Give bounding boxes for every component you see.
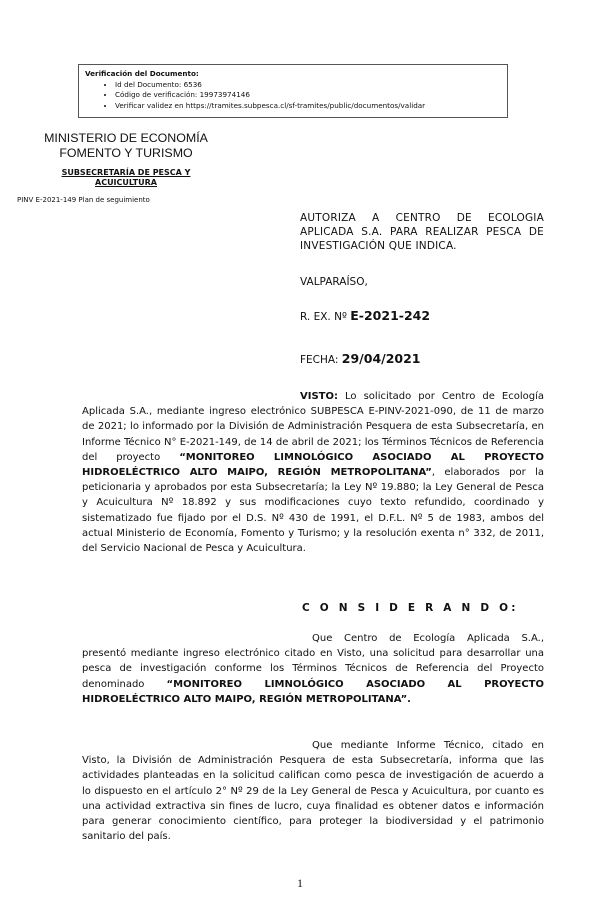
rex-label: R. EX. Nº xyxy=(300,311,347,323)
ministry-line-2: FOMENTO Y TURISMO xyxy=(59,146,193,160)
visto-text-1: Lo solicitado por Centro de Ecología Aplicada S.A., mediante ingreso electrónico SUBPESCA E-PINV-2021-090, de 11 de marzo de 2021; lo informado por la División de Administración Pesquera de esta Subsecretaría, en Informe Técnico N° E-2021-149, de 14 de abril de 2021; los Términos Técnicos de Referencia del proyecto xyxy=(82,391,544,463)
considerando-paragraph-2: Que mediante Informe Técnico, citado en Visto, la División de Administración Pesquera de esta Subsecretaría, informa que las actividades planteadas en la solicitud califican como pesca de investigación de acuerdo a lo dispuesto en el artículo 2° Nº 29 de la Ley General de Pesca y Acuicultura, por cuanto es una actividad extractiva sin fines de lucro, cuya finalidad es obtener datos e información para generar conocimiento científico, para proteger la biodiversidad y el patrimonio sanitario del país. xyxy=(82,740,544,843)
visto-project-name: “MONITOREO LIMNOLÓGICO ASOCIADO AL PROYECTO HIDROELÉCTRICO ALTO MAIPO, REGIÓN METROPOLITANA” xyxy=(82,451,544,479)
resolution-subject: AUTORIZA A CENTRO DE ECOLOGIA APLICADA S.A. PARA REALIZAR PESCA DE INVESTIGACIÓN QUE INDICA. xyxy=(300,212,544,252)
considerando-1-text: Que Centro de Ecología Aplicada S.A., presentó mediante ingreso electrónico citado en Visto, una solicitud para desarrollar una pesca de investigación conforme los Términos Técnicos de Referencia del Proyecto denominado xyxy=(82,633,544,690)
visto-text-2: , elaborados por la peticionaria y aprobados por esta Subsecretaría; la Ley Nº 19.880; la Ley General de Pesca y Acuicultura Nº 18.892 y sus modificaciones cuyo texto refundido, coordinado y sistematizado fue fijado por el D.S. Nº 430 de 1991, el D.F.L. Nº 5 de 1983, ambos del actual Ministerio de Economía, Fomento y Turismo; y la resolución exenta n° 332, de 2011, del Servicio Nacional de Pesca y Acuicultura. xyxy=(82,467,544,555)
fecha-value: 29/04/2021 xyxy=(341,351,421,366)
verification-code: • Código de verificación: 19973974146 xyxy=(115,90,501,101)
verification-list xyxy=(85,80,501,112)
subsecretaria-line-1: SUBSECRETARÍA DE PESCA Y xyxy=(61,168,191,177)
place: VALPARAÍSO, xyxy=(300,276,368,288)
considerando-1-project: “MONITOREO LIMNOLÓGICO ASOCIADO AL PROYECTO HIDROELÉCTRICO ALTO MAIPO, REGIÓN METROPOLITANA”. xyxy=(82,678,545,705)
ministry-name xyxy=(36,131,216,161)
visto-label: VISTO: xyxy=(300,391,338,402)
verification-box xyxy=(78,64,508,118)
ministry-line-1: MINISTERIO DE ECONOMÍA xyxy=(44,131,208,145)
verification-url: • Verificar validez en https://tramites.subpesca.cl/sf-tramites/public/documentos/validar xyxy=(115,101,501,112)
verification-title: Verificación del Documento: xyxy=(85,69,199,78)
resolution-date xyxy=(300,352,421,367)
subsecretaria-line-2: ACUICULTURA xyxy=(95,178,157,187)
fecha-label: FECHA: xyxy=(300,354,339,366)
resolution-number xyxy=(300,309,430,324)
reference-code: PINV E-2021-149 Plan de seguimiento xyxy=(17,196,150,204)
page-number: 1 xyxy=(297,876,303,890)
rex-number: E-2021-242 xyxy=(350,308,431,323)
considerando-heading: C O N S I D E R A N D O: xyxy=(302,602,519,614)
considerando-paragraph-1 xyxy=(82,631,544,707)
visto-paragraph xyxy=(82,389,544,556)
verification-id: • Id del Documento: 6536 xyxy=(115,80,501,91)
subsecretaria-name xyxy=(36,168,216,188)
